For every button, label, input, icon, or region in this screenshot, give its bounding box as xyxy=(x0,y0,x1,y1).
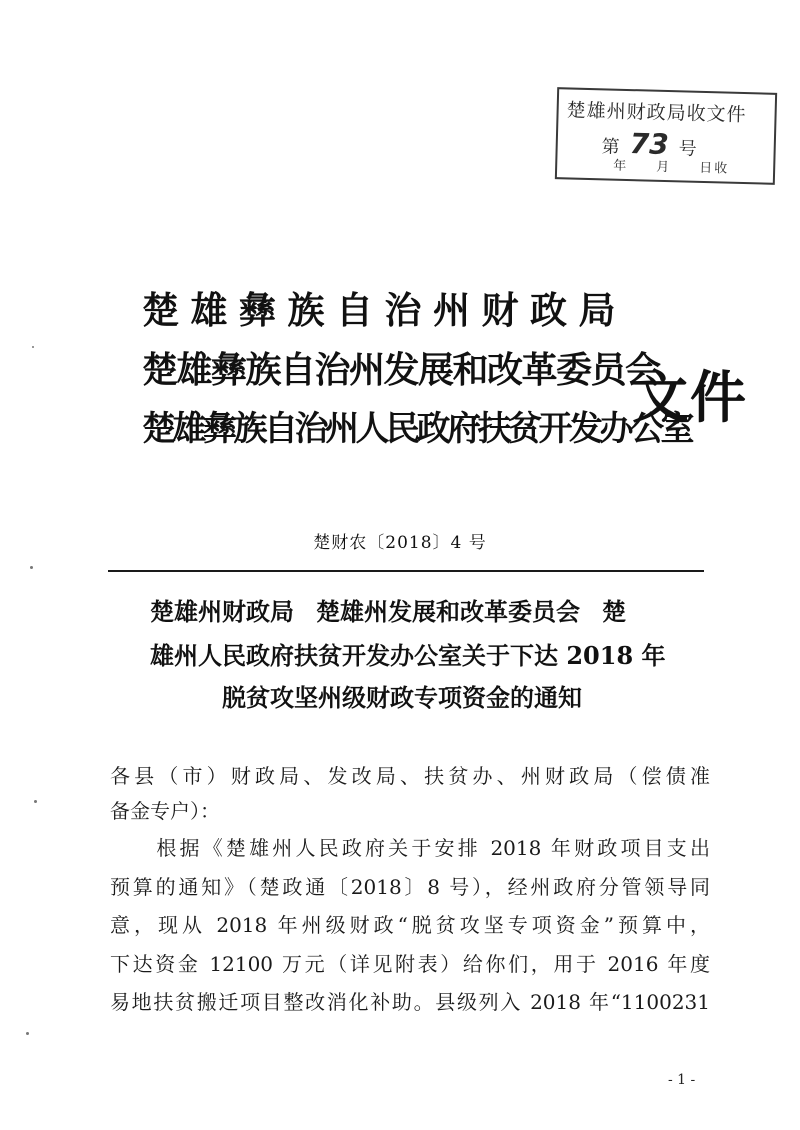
notice-title-line-3: 脱贫攻坚州级财政专项资金的通知 xyxy=(222,683,582,712)
page-number: - 1 - xyxy=(668,1072,696,1088)
stamp-date-day: 日收 xyxy=(698,160,730,177)
stamp-number-prefix: 第 xyxy=(601,136,620,158)
scan-speck xyxy=(30,566,33,569)
agency-development-reform: 楚雄彝族自治州发展和改革委员会 xyxy=(142,349,660,391)
stamp-date xyxy=(613,155,730,177)
title-issuer-reform: 楚雄州发展和改革委员会 xyxy=(316,597,580,626)
agency-finance-bureau: 楚雄彝族自治州财政局 xyxy=(142,288,627,332)
agency-poverty-office: 楚雄彝族自治州人民政府扶贫开发办公室 xyxy=(142,409,691,449)
header-divider xyxy=(108,570,704,572)
body-line-3: 根据《楚雄州人民政府关于安排 2018 年财政项目支出 xyxy=(110,836,710,860)
scan-speck xyxy=(34,800,37,803)
receipt-stamp xyxy=(555,87,777,185)
stamp-number-suffix: 号 xyxy=(678,138,697,160)
notice-title-line-2: 雄州人民政府扶贫开发办公室关于下达 2018 年 xyxy=(150,641,666,670)
stamp-date-month: 月 xyxy=(655,159,672,176)
body-line-6: 下达资金 12100 万元（详见附表）给你们，用于 2016 年度 xyxy=(110,952,710,976)
title-issuer-poverty-start: 楚 xyxy=(602,597,626,626)
stamp-date-year: 年 xyxy=(612,158,629,175)
stamp-number-value: 73 xyxy=(629,127,670,162)
scan-speck xyxy=(32,346,34,348)
stamp-office: 楚雄州财政局收文件 xyxy=(566,99,747,127)
body-line-4: 预算的通知》（楚政通〔2018〕8 号），经州政府分管领导同 xyxy=(110,875,710,899)
scan-speck xyxy=(26,1032,29,1035)
document-number: 楚财农〔2018〕4 号 xyxy=(313,533,487,553)
body-line-5: 意，现从 2018 年州级财政“脱贫攻坚专项资金”预算中， xyxy=(110,913,710,937)
body-line-7: 易地扶贫搬迁项目整改消化补助。县级列入 2018 年“1100231 xyxy=(110,990,710,1014)
body-line-1: 各县（市）财政局、发改局、扶贫办、州财政局（偿债准 xyxy=(110,764,710,788)
document-type-label: 文件 xyxy=(632,365,748,431)
notice-title-line-1 xyxy=(150,597,626,626)
body-line-2: 备金专户）： xyxy=(110,799,220,823)
title-issuer-finance: 楚雄州财政局 xyxy=(150,597,294,626)
